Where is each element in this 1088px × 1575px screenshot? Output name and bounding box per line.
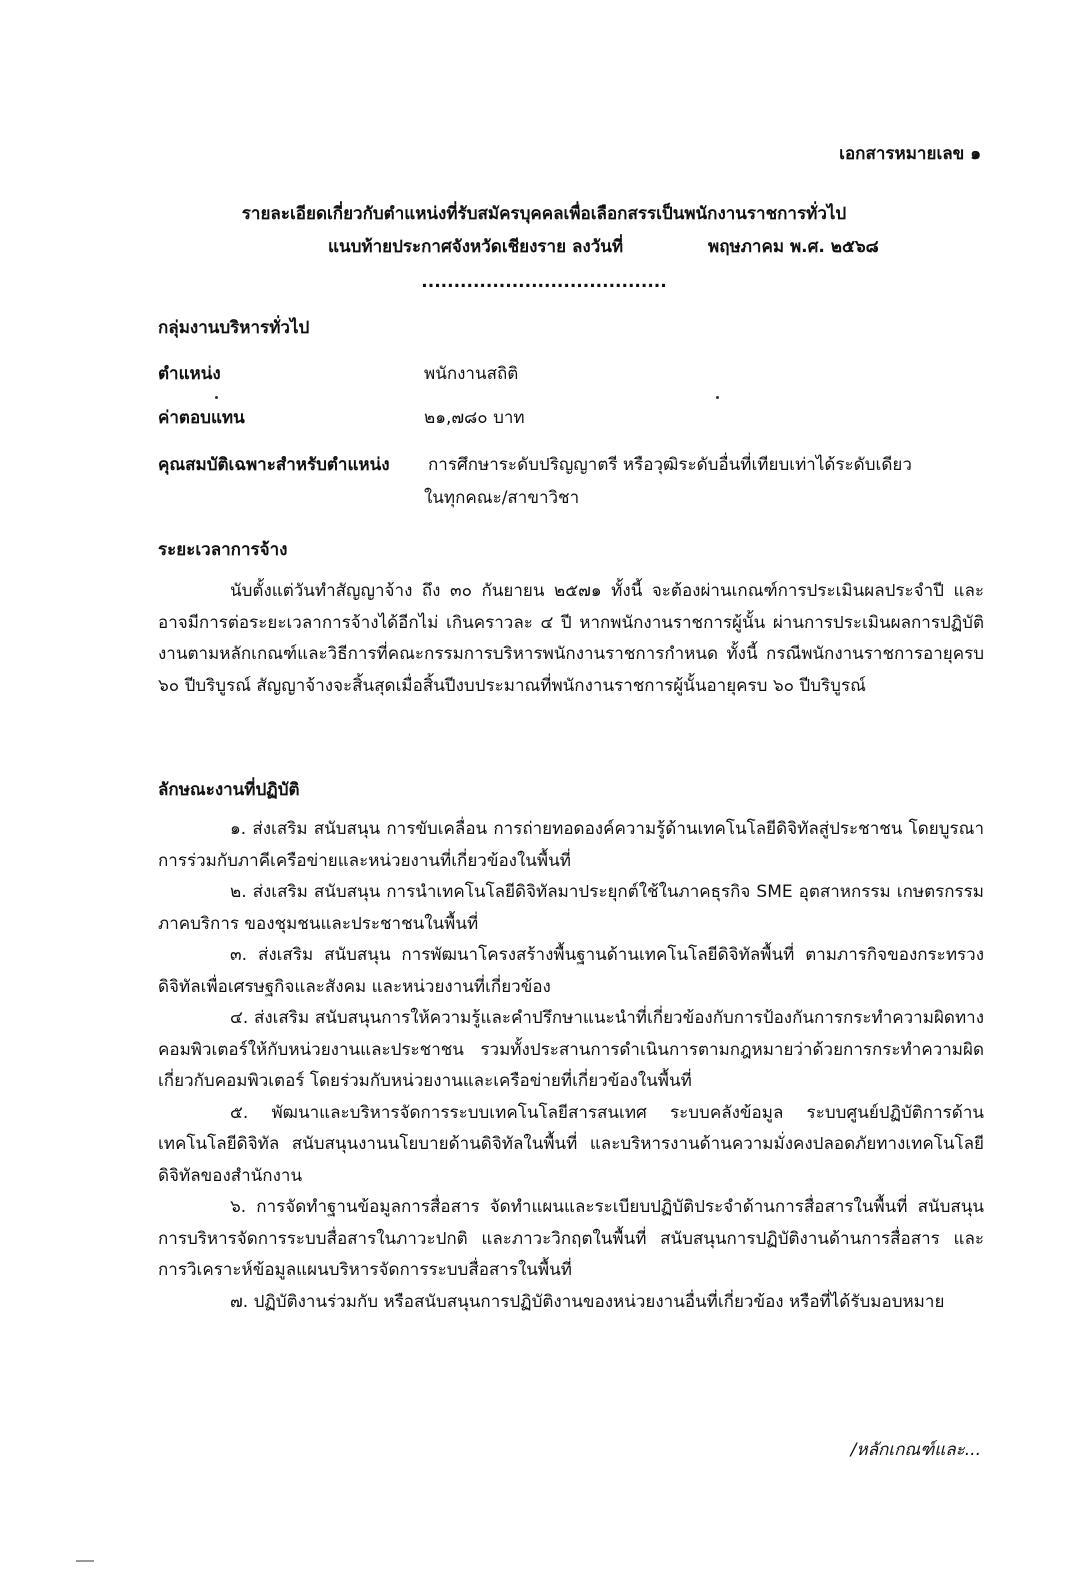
employment-period-heading: ระยะเวลาการจ้าง <box>158 540 288 560</box>
duty-item: ๖. การจัดทำฐานข้อมูลการสื่อสาร จัดทำแผนและระเบียบปฏิบัติประจำด้านการสื่อสารในพื้นที่ สนับสนุนการบริหารจัดการระบบสื่อสารในภาวะปกติ และภาวะวิกฤตในพื้นที่ สนับสนุนการปฏิบัติงานด้านการสื่อสาร และการวิเคราะห์ข้อมูลแผนบริหารจัดการระบบสื่อสารในพื้นที่ <box>158 1197 984 1280</box>
title-date-prefix: แนบท้ายประกาศจังหวัดเชียงราย ลงวันที่ <box>328 237 624 257</box>
scan-mark <box>76 1560 94 1562</box>
duty-item: ๗. ปฏิบัติงานร่วมกับ หรือสนับสนุนการปฏิบัติงานของหน่วยงานอื่นที่เกี่ยวข้อง หรือที่ได้รับมอบหมาย <box>230 1291 945 1312</box>
document-number: เอกสารหมายเลข ๑ <box>839 144 981 164</box>
title-separator: ...................................... <box>421 272 667 292</box>
pay-value: ๒๑,๗๘๐ บาท <box>424 408 525 428</box>
work-group-heading: กลุ่มงานบริหารทั่วไป <box>158 318 310 338</box>
document-title: รายละเอียดเกี่ยวกับตำแหน่งที่รับสมัครบุคคลเพื่อเลือกสรรเป็นพนักงานราชการทั่วไป <box>241 204 847 224</box>
scan-speck <box>215 396 218 399</box>
duty-item: ๑. ส่งเสริม สนับสนุน การขับเคลื่อน การถ่ายทอดองค์ความรู้ด้านเทคโนโลยีดิจิทัลสู่ประชาชน โดยบูรณาการร่วมกับภาคีเครือข่ายและหน่วยงานที่เกี่ยวข้องในพื้นที่ <box>158 819 984 871</box>
qualification-value-line1: การศึกษาระดับปริญญาตรี หรือวุฒิระดับอื่นที่เทียบเท่าได้ระดับเดียว <box>428 455 912 475</box>
duty-item: ๔. ส่งเสริม สนับสนุนการให้ความรู้และคำปรึกษาแนะนำที่เกี่ยวข้องกับการป้องกันการกระทำความผิดทางคอมพิวเตอร์ให้กับหน่วยงานและประชาชน รวมทั้งประสานการดำเนินการตามกฎหมายว่าด้วยการกระทำความผิดเกี่ยวกับคอมพิวเตอร์ โดยร่วมกับหน่วยงานและเครือข่ายที่เกี่ยวข้องในพื้นที่ <box>158 1008 984 1091</box>
continuation-marker: /หลักเกณฑ์และ... <box>850 1440 981 1460</box>
duties-heading: ลักษณะงานที่ปฏิบัติ <box>158 780 300 800</box>
qualification-label: คุณสมบัติเฉพาะสำหรับตำแหน่ง <box>158 455 390 475</box>
scan-speck <box>716 396 719 399</box>
position-label: ตำแหน่ง <box>158 364 221 384</box>
duty-item: ๒. ส่งเสริม สนับสนุน การนำเทคโนโลยีดิจิทัลมาประยุกต์ใช้ในภาคธุรกิจ SME อุตสาหกรรม เกษตรกรรม ภาคบริการ ของชุมชนและประชาชนในพื้นที่ <box>158 882 984 934</box>
position-value: พนักงานสถิติ <box>424 364 519 384</box>
duty-item: ๕. พัฒนาและบริหารจัดการระบบเทคโนโลยีสารสนเทศ ระบบคลังข้อมูล ระบบศูนย์ปฏิบัติการด้านเทคโนโลยีดิจิทัล สนับสนุนงานนโยบายด้านดิจิทัลในพื้นที่ และบริหารงานด้านความมั่งคงปลอดภัยทางเทคโนโลยีดิจิทัลของสำนักงาน <box>158 1102 984 1186</box>
title-date-month-year: พฤษภาคม พ.ศ. ๒๕๖๘ <box>708 237 879 257</box>
pay-label: ค่าตอบแทน <box>158 408 245 428</box>
duties-list <box>158 814 984 1318</box>
qualification-value-line2: ในทุกคณะ/สาขาวิชา <box>424 488 580 508</box>
employment-period-body: นับตั้งแต่วันทำสัญญาจ้าง ถึง ๓๐ กันยายน ๒๕๗๑ ทั้งนี้ จะต้องผ่านเกณฑ์การประเมินผลประจำปี และอาจมีการต่อระยะเวลาการจ้างได้อีกไม่ เกินคราวละ ๔ ปี หากพนักงานราชการผู้นั้น ผ่านการประเมินผลการปฏิบัติงานตามหลักเกณฑ์และวิธีการที่คณะกรรมการบริหารพนักงานราชการกำหนด ทั้งนี้ กรณีพนักงานราชการอายุครบ ๖๐ ปีบริบูรณ์ สัญญาจ้างจะสิ้นสุดเมื่อสิ้นปีงบประมาณที่พนักงานราชการผู้นั้นอายุครบ ๖๐ ปีบริบูรณ์ <box>158 581 984 696</box>
duty-item: ๓. ส่งเสริม สนับสนุน การพัฒนาโครงสร้างพื้นฐานด้านเทคโนโลยีดิจิทัลพื้นที่ ตามภารกิจของกระทรวงดิจิทัลเพื่อเศรษฐกิจและสังคม และหน่วยงานที่เกี่ยวข้อง <box>158 945 984 997</box>
